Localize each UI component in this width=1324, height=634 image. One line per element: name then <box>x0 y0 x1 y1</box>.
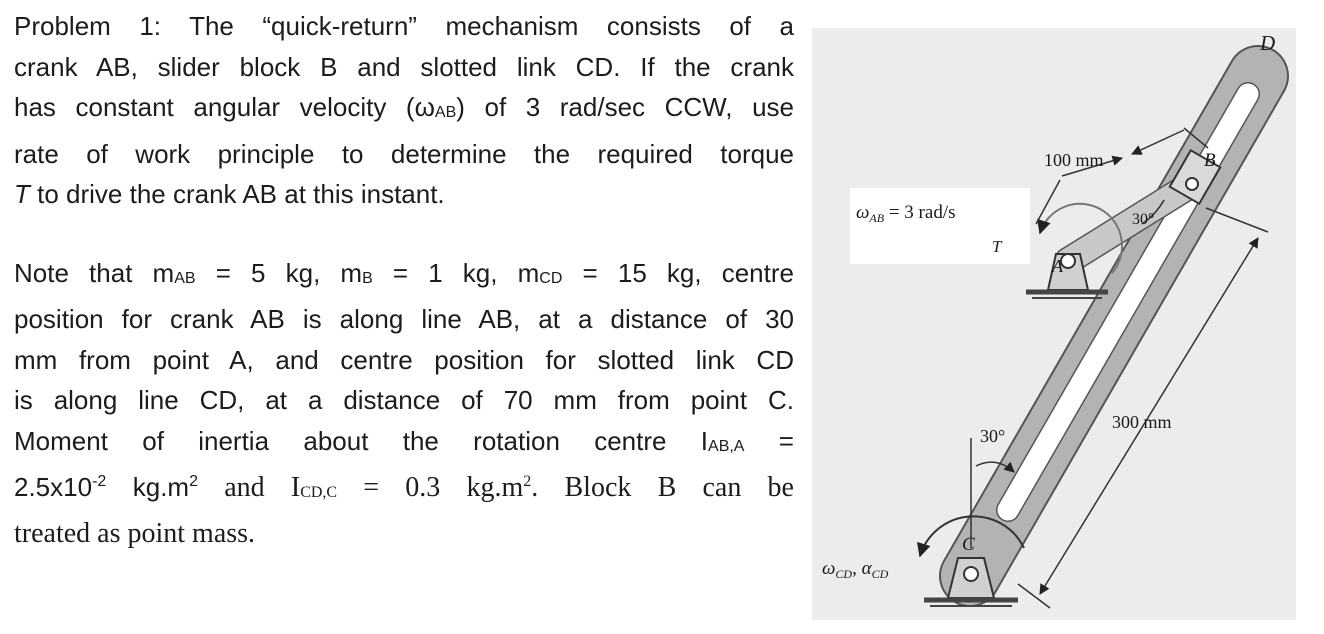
omega-alpha-cd-label: $\omega_{CD}$, $\alpha_{CD}$ <box>822 558 889 581</box>
problem-line-2: crank AB, slider block B and slotted link CD. If the crank <box>14 51 794 82</box>
note-line-5: Moment of inertia about the rotation centre IAB,A = <box>14 425 794 456</box>
note-line-1: Note that mAB = 5 kg, mB = 1 kg, mCD = 15 kg, centre <box>14 257 794 288</box>
note-statement <box>14 253 794 555</box>
mechanism-diagram <box>812 28 1296 620</box>
problem-title: Problem 1: <box>14 11 162 41</box>
problem-line-1: Problem 1: The “quick-return” mechanism consists of a <box>14 11 794 41</box>
dim-label-100: 100 mm <box>1044 150 1104 170</box>
label-torque: T <box>992 237 1002 256</box>
problem-line-3: has constant angular velocity (ωAB) of 3 rad/sec CCW, use <box>14 92 794 122</box>
note-line-4: is along line CD, at a distance of 70 mm from point C. <box>14 385 794 415</box>
support-a <box>1026 254 1108 298</box>
label-background <box>850 188 1030 264</box>
omega-ab-label: $\omega_{AB} = 3$ rad/s <box>856 202 956 225</box>
angle-label-bottom: 30° <box>980 426 1006 446</box>
note-line-3: mm from point A, and centre position for slotted link CD <box>14 344 794 375</box>
problem-line-4: rate of work principle to determine the required torque <box>14 138 794 169</box>
problem-text <box>14 6 794 554</box>
label-b: B <box>1204 150 1216 171</box>
label-a: A <box>1052 256 1063 276</box>
label-c: C <box>962 534 975 555</box>
problem-line-5: T to drive the crank AB at this instant. <box>14 179 445 209</box>
angle-label-top: 30° <box>1132 211 1155 228</box>
mechanism-figure <box>812 28 1296 620</box>
label-d: D <box>1260 31 1276 55</box>
pin-b <box>1186 178 1198 190</box>
problem-statement <box>14 6 794 215</box>
dim-label-300: 300 mm <box>1112 412 1172 432</box>
note-line-7: treated as point mass. <box>14 517 256 549</box>
note-line-2: position for crank AB is along line AB, at a distance of 30 <box>14 304 794 334</box>
note-line-6: $2.5x10^{-2}$ $kg.m^2$ and ICD,C = 0.3 $kg.m^2$. Block B can be <box>14 472 794 503</box>
